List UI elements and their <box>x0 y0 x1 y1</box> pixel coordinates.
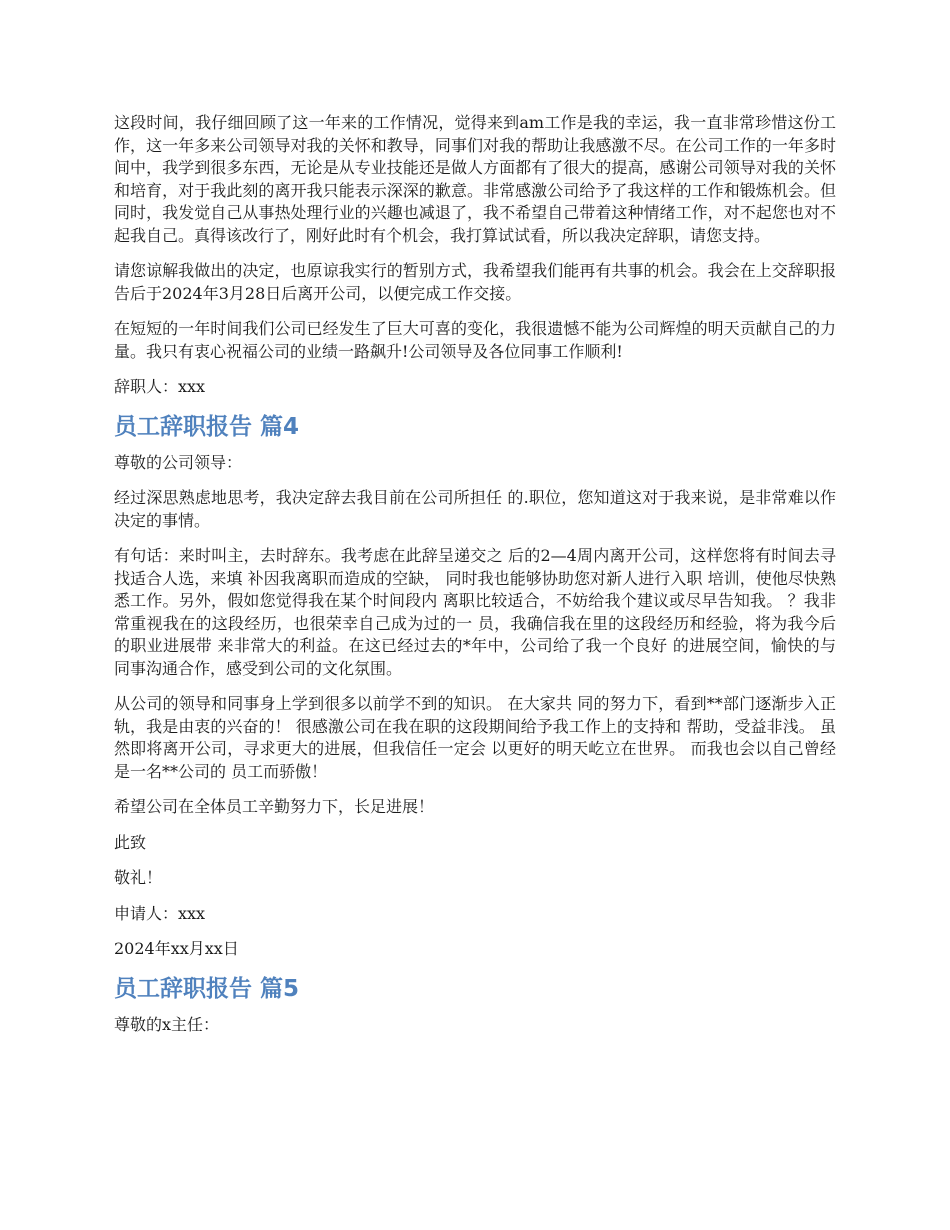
closing-regards: 敬礼！ <box>114 868 163 887</box>
closing-line: 此致 <box>114 832 147 852</box>
body-paragraph: 从公司的领导和同事身上学到很多以前学不到的知识。 在大家共 同的努力下，看到**部门逐渐步入正轨，我是由衷的兴奋的！ 很感激公司在我在职的这段期间给予我工作上的支持和 帮助，受益非浅。 虽然即将离开公司，寻求更大的进展，但我信任一定会 以更好的明天屹立在世界。 而我也会以自己曾经是一名**公司的 员工而骄傲！ <box>114 694 836 781</box>
section-heading-5: 员工辞职报告 篇5 <box>114 975 300 1002</box>
body-paragraph: 在短短的一年时间我们公司已经发生了巨大可喜的变化，我很遗憾不能为公司辉煌的明天贡献自己的力量。我只有衷心祝福公司的业绩一路飙升!公司领导及各位同事工作顺利! <box>114 319 836 361</box>
body-paragraph: 有句话：来时叫主，去时辞东。我考虑在此辞呈递交之 后的2—4周内离开公司，这样您将有时间去寻找适合人选，来填 补因我离职而造成的空缺， 同时我也能够协助您对新人进行入职 培训，使他尽快熟悉工作。另外，假如您觉得我在某个时间段内 离职比较适合，不妨给我个建议或尽早告知我。 ？我非常重视我在的这段经历，也很荣幸自己成为过的一 员，我确信我在里的这段经历和经验，将为我今后的职业进展带 来非常大的利益。在这已经过去的*年中，公司给了我一个良好 的进展空间，愉快的与同事沟通合作，感受到公司的文化氛围。 <box>114 546 836 678</box>
body-paragraph: 这段时间，我仔细回顾了这一年来的工作情况，觉得来到am工作是我的幸运，我一直非常珍惜这份工作，这一年多来公司领导对我的关怀和教导，同事们对我的帮助让我感激不尽。在公司工作的一年多时间中，我学到很多东西，无论是从专业技能还是做人方面都有了很大的提高，感谢公司领导对我的关怀和培育，对于我此刻的离开我只能表示深深的歉意。非常感激公司给予了我这样的工作和锻炼机会。但同时，我发觉自己从事热处理行业的兴趣也减退了，我不希望自己带着这种情绪工作，对不起您也对不起我自己。真得该改行了，刚好此时有个机会，我打算试试看，所以我决定辞职，请您支持。 <box>114 113 836 245</box>
salutation: 尊敬的x主任： <box>114 1014 220 1034</box>
body-paragraph: 经过深思熟虑地思考，我决定辞去我目前在公司所担任 的.职位，您知道这对于我来说，是非常难以作决定的事情。 <box>114 488 836 530</box>
body-paragraph: 希望公司在全体员工辛勤努力下，长足进展！ <box>114 797 435 816</box>
salutation: 尊敬的公司领导： <box>114 452 243 472</box>
body-paragraph: 请您谅解我做出的决定，也原谅我实行的暂别方式，我希望我们能再有共事的机会。我会在上交辞职报告后于2024年3月28日后离开公司，以便完成工作交接。 <box>114 261 836 303</box>
resigner-signature: 辞职人：xxx <box>114 377 206 396</box>
letter-date: 2024年xx月xx日 <box>114 939 239 958</box>
document-page <box>114 112 836 1049</box>
section-heading-4: 员工辞职报告 篇4 <box>114 413 300 440</box>
applicant-signature: 申请人：xxx <box>114 903 206 923</box>
